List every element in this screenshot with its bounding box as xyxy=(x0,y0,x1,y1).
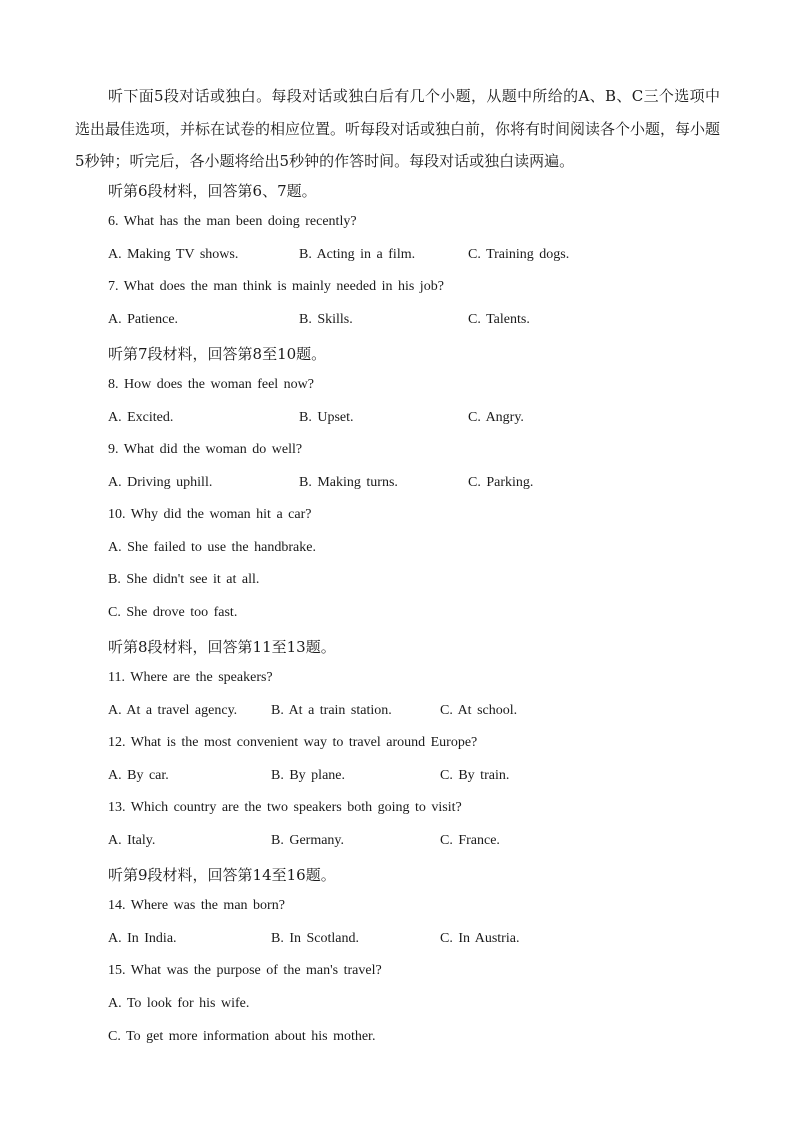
question-9-option-b: B. Making turns. xyxy=(299,475,398,490)
question-15: 15. What was the purpose of the man's travel? xyxy=(108,963,382,978)
question-13-option-c: C. France. xyxy=(440,833,500,848)
question-6-option-a: A. Making TV shows. xyxy=(108,247,239,262)
question-14-option-a: A. In India. xyxy=(108,931,177,946)
question-12-option-c: C. By train. xyxy=(440,768,510,783)
question-8-option-c: C. Angry. xyxy=(468,410,524,425)
question-7-option-b: B. Skills. xyxy=(299,312,353,327)
question-8-option-b: B. Upset. xyxy=(299,410,354,425)
section-heading-8: 听第8段材料，回答第11至13题。 xyxy=(108,638,336,656)
question-10: 10. Why did the woman hit a car? xyxy=(108,507,312,522)
question-13-option-b: B. Germany. xyxy=(271,833,345,848)
section-heading-6: 听第6段材料，回答第6、7题。 xyxy=(108,182,317,200)
question-11-option-b: B. At a train station. xyxy=(271,703,392,718)
question-13-option-a: A. Italy. xyxy=(108,833,156,848)
question-11-option-a: A. At a travel agency. xyxy=(108,703,238,718)
question-15-option-a: A. To look for his wife. xyxy=(108,996,250,1011)
question-14-option-b: B. In Scotland. xyxy=(271,931,359,946)
question-13: 13. Which country are the two speakers both going to visit? xyxy=(108,800,462,815)
question-6: 6. What has the man been doing recently? xyxy=(108,214,357,229)
section-heading-7: 听第7段材料，回答第8至10题。 xyxy=(108,345,327,363)
question-9-option-a: A. Driving uphill. xyxy=(108,475,213,490)
question-12-option-b: B. By plane. xyxy=(271,768,345,783)
question-11: 11. Where are the speakers? xyxy=(108,670,273,685)
question-6-option-c: C. Training dogs. xyxy=(468,247,570,262)
question-12-option-a: A. By car. xyxy=(108,768,169,783)
question-9-option-c: C. Parking. xyxy=(468,475,534,490)
question-14-option-c: C. In Austria. xyxy=(440,931,520,946)
question-7-option-a: A. Patience. xyxy=(108,312,179,327)
question-12: 12. What is the most convenient way to travel around Europe? xyxy=(108,735,478,750)
question-10-option-a: A. She failed to use the handbrake. xyxy=(108,540,316,555)
question-7-option-c: C. Talents. xyxy=(468,312,530,327)
question-10-option-c: C. She drove too fast. xyxy=(108,605,238,620)
question-8: 8. How does the woman feel now? xyxy=(108,377,315,392)
question-10-option-b: B. She didn't see it at all. xyxy=(108,572,260,587)
question-14: 14. Where was the man born? xyxy=(108,898,285,913)
listening-instructions: 听下面5段对话或独白。每段对话或独白后有几个小题，从题中所给的A、B、C三个选项中选出最佳选项，并标在试卷的相应位置。听每段对话或独白前，你将有时间阅读各个小题，每小题5秒钟；听完后，各小题将给出5秒钟的作答时间。每段对话或独白读两遍。 xyxy=(75,87,721,170)
question-15-option-c: C. To get more information about his mother. xyxy=(108,1029,376,1044)
section-heading-9: 听第9段材料，回答第14至16题。 xyxy=(108,866,336,884)
question-7: 7. What does the man think is mainly needed in his job? xyxy=(108,279,444,294)
question-11-option-c: C. At school. xyxy=(440,703,518,718)
question-6-option-b: B. Acting in a film. xyxy=(299,247,416,262)
question-9: 9. What did the woman do well? xyxy=(108,442,303,457)
question-8-option-a: A. Excited. xyxy=(108,410,174,425)
